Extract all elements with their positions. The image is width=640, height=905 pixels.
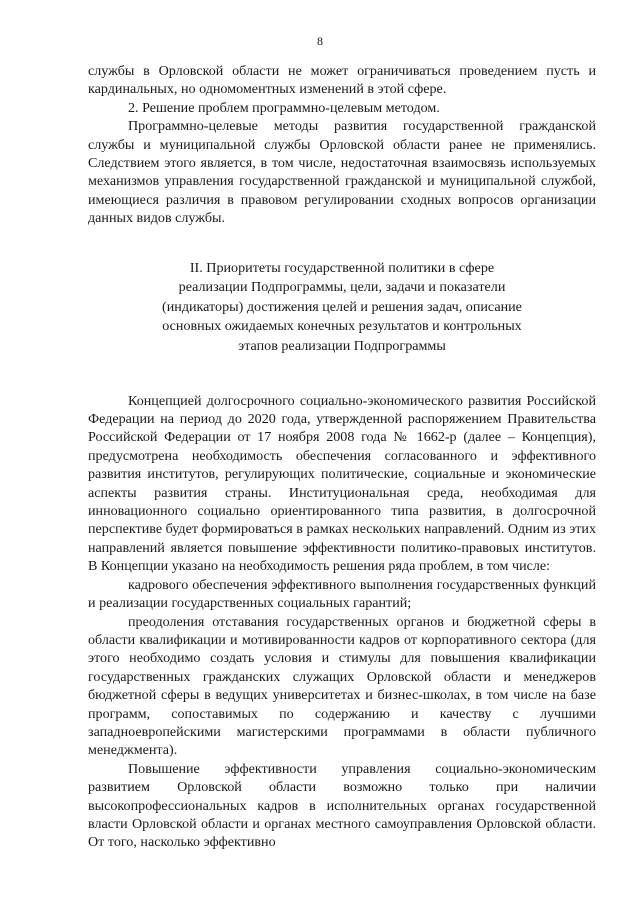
section-heading-line: основных ожидаемых конечных результатов и контрольных: [162, 318, 522, 335]
section-heading: [88, 259, 596, 357]
item-2-paragraph: 2. Решение проблем программно-целевым методом.: [128, 99, 440, 116]
efficiency-paragraph: Повышение эффективности управления социально-экономическим развитием Орловской области возможно только при наличии высокопрофессиональных кадров в исполнительных органах государственной власти Орловской области и органах местного самоуправления Орловской области. От того, насколько эффективно: [88, 760, 596, 851]
page-body: [88, 62, 596, 852]
page-number: 8: [317, 34, 323, 48]
concept-paragraph: Концепцией долгосрочного социально-экономического развития Российской Федерации на период до 2020 года, утвержденной распоряжением Правительства Российской Федерации от 17 ноября 2008 года № 1662-р (далее – Концепция), предусмотрена необходимость обеспечения согласованного и эффективного развития институтов, регулирующих политические, социальные и экономические аспекты развития страны. Институциональная среда, необходимая для инновационного социально ориентированного типа развития, в долгосрочной перспективе будет формироваться в рамках нескольких направлений. Одним из этих направлений является повышение эффективности политико-правовых институтов. В Концепции указано на необходимость решения ряда проблем, в том числе:: [88, 392, 596, 575]
section-heading-line: этапов реализации Подпрограммы: [238, 338, 446, 355]
staffing-paragraph: кадрового обеспечения эффективного выполнения государственных функций и реализации государственных социальных гарантий;: [88, 576, 596, 612]
section-heading-line: (индикаторы) достижения целей и решения задач, описание: [162, 298, 522, 315]
section-heading-line: II. Приоритеты государственной политики в сфере: [189, 259, 495, 276]
section-heading-line: реализации Подпрограммы, цели, задачи и показатели: [178, 279, 506, 296]
continuation-paragraph: службы в Орловской области не может ограничиваться проведением пусть и кардинальных, но одномоментных изменений в этой сфере.: [88, 63, 596, 98]
program-methods-paragraph: Программно-целевые методы развития государственной гражданской службы и муниципальной службы Орловской области ранее не применялись. Следствием этого является, в том числе, недостаточная взаимосвязь используемых механизмов управления государственной гражданской и муниципальной службой, имеющиеся различия в правовом регулировании сходных вопросов организации данных видов службы.: [88, 118, 596, 227]
lag-paragraph: преодоления отставания государственных органов и бюджетной сферы в области квалификации и мотивированности кадров от корпоративного сектора (для этого необходимо создать условия и стимулы для повышения квалификации государственных гражданских служащих Орловской области и менеджеров бюджетной сферы в ведущих университетах и бизнес-школах, в том числе на базе программ, сопоставимых по содержанию и качеству с лучшими западноевропейскими магистерскими программами в области публичного менеджмента).: [88, 613, 596, 759]
